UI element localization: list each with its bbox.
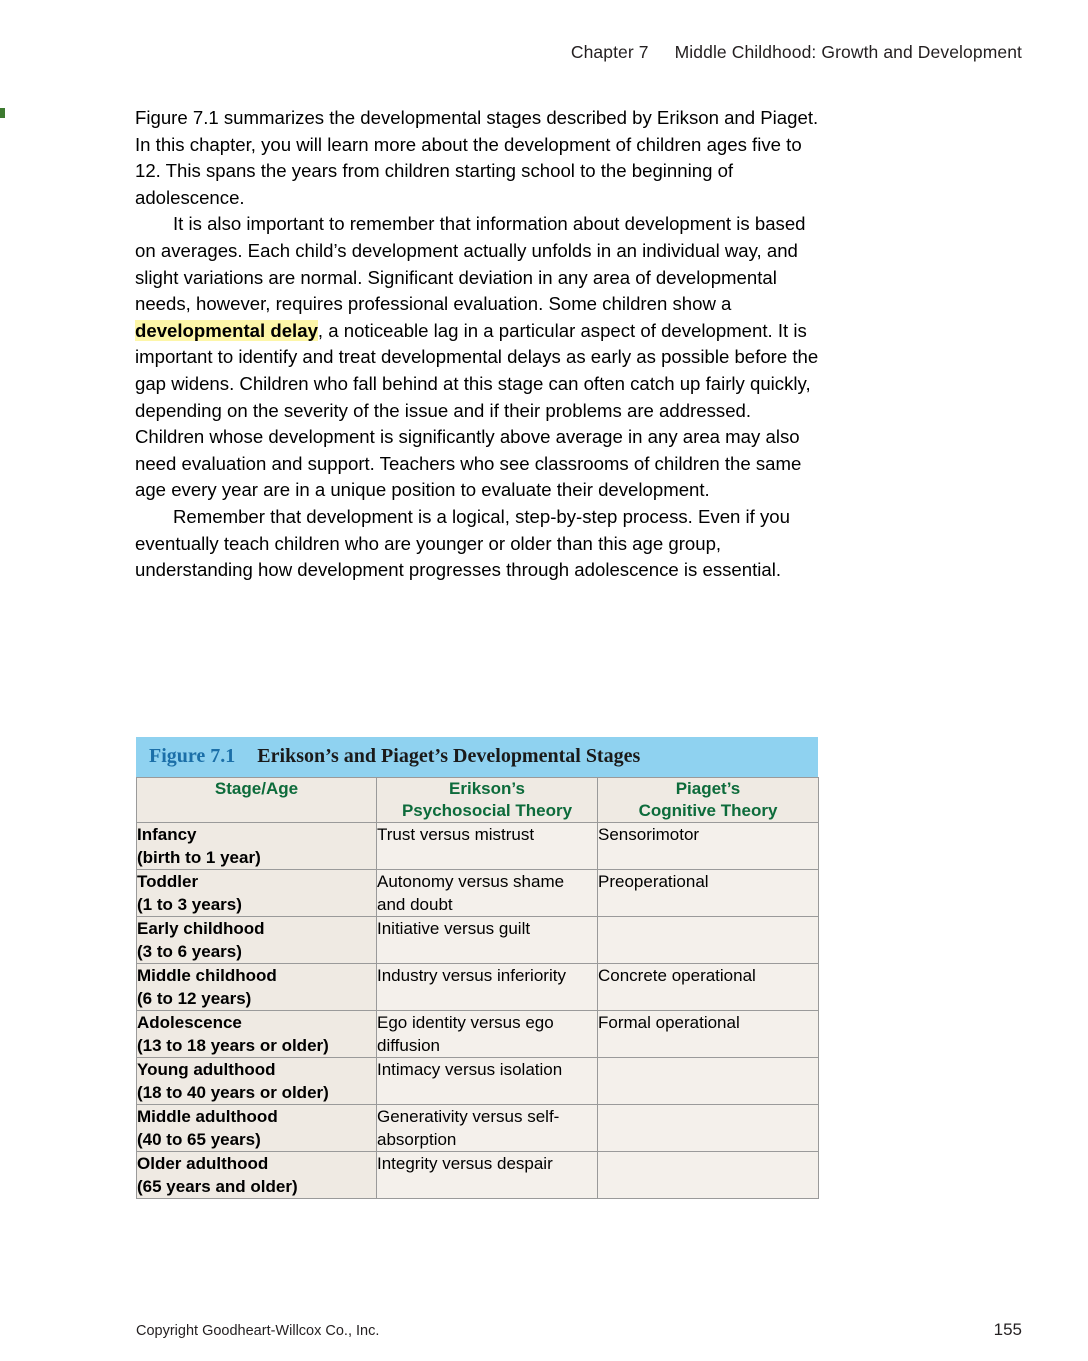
stage-name: Older adulthood [137,1154,269,1173]
page-number: 155 [993,1320,1022,1339]
table-row [137,1105,819,1152]
figure-7-1 [136,737,818,1199]
margin-tick-mark [0,108,5,118]
column-header-erikson-line2: Psychosocial Theory [401,801,573,820]
stage-age: (18 to 40 years or older) [137,1083,329,1102]
column-header-stage-age [137,778,377,823]
stage-age: (65 years and older) [137,1177,298,1196]
column-header-piaget-line1: Piaget’s [675,779,741,798]
stage-age: (6 to 12 years) [137,989,252,1008]
stage-name: Adolescence [137,1013,242,1032]
running-head [571,42,1022,63]
table-row [137,964,819,1011]
cell-erikson: Initiative versus guilt [377,917,598,964]
table-row [137,917,819,964]
stage-age: (13 to 18 years or older) [137,1036,329,1055]
figure-title-bar [136,737,818,777]
cell-piaget [598,1152,819,1199]
column-header-erikson-line1: Erikson’s [449,779,525,798]
stage-name: Middle childhood [137,966,277,985]
cell-stage [137,1011,377,1058]
cell-stage [137,1105,377,1152]
paragraph-2-text-before-term: It is also important to remember that information about development is based on averages. Each child’s development actually unfolds in an individual way, and slight variations are normal. Significant deviation in any area of developmental needs, however, requires professional evaluation. Some children show a [135,213,806,315]
table-row [137,1011,819,1058]
table-row [137,1152,819,1199]
body-text-column [135,105,823,584]
column-header-piaget [598,778,819,823]
figure-table [136,777,819,1199]
stage-name: Early childhood [137,919,265,938]
stage-age: (3 to 6 years) [137,942,242,961]
table-row [137,1058,819,1105]
cell-stage [137,917,377,964]
stage-name: Infancy [137,825,197,844]
paragraph-1: Figure 7.1 summarizes the developmental stages described by Erikson and Piaget. In this chapter, you will learn more about the development of children ages five to 12. This spans the years from children starting school to the beginning of adolescence. [135,107,819,208]
cell-piaget [598,1058,819,1105]
stage-name: Young adulthood [137,1060,276,1079]
key-term-developmental-delay: developmental delay [135,319,318,341]
chapter-title: Middle Childhood: Growth and Development [674,42,1022,62]
cell-piaget: Concrete operational [598,964,819,1011]
cell-piaget: Sensorimotor [598,823,819,870]
cell-stage [137,1152,377,1199]
cell-erikson: Intimacy versus isolation [377,1058,598,1105]
figure-label: Figure 7.1 [149,745,236,767]
cell-erikson: Trust versus mistrust [377,823,598,870]
column-header-piaget-line2: Cognitive Theory [638,801,778,820]
cell-erikson: Integrity versus despair [377,1152,598,1199]
copyright-notice: Copyright Goodheart-Willcox Co., Inc. [136,1323,380,1339]
paragraph-2 [135,211,823,504]
column-header-stage-age-line1: Stage/Age [214,779,299,798]
cell-piaget: Formal operational [598,1011,819,1058]
cell-stage [137,964,377,1011]
cell-erikson: Generativity versus self-absorption [377,1105,598,1152]
cell-stage [137,823,377,870]
stage-age: (birth to 1 year) [137,848,261,867]
stage-name: Middle adulthood [137,1107,278,1126]
stage-age: (40 to 65 years) [137,1130,261,1149]
table-row [137,870,819,917]
paragraph-2-text-after-term: , a noticeable lag in a particular aspect of development. It is important to identify and treat developmental delays as early as possible before the gap widens. Children who fall behind at this stage can often catch up fairly quickly, depending on the severity of the issue and if their problems are addressed. Children whose development is significantly above average in any area may also need evaluation and support. Teachers who see classrooms of children the same age every year are in a unique position to evaluate their development. [135,319,819,501]
chapter-number: Chapter 7 [570,42,649,62]
column-header-erikson [377,778,598,823]
table-row [137,823,819,870]
table-header-row [137,778,819,823]
cell-erikson: Autonomy versus shame and doubt [377,870,598,917]
cell-stage [137,1058,377,1105]
cell-piaget [598,917,819,964]
cell-piaget: Preoperational [598,870,819,917]
stage-age: (1 to 3 years) [137,895,242,914]
cell-erikson: Industry versus inferiority [377,964,598,1011]
cell-erikson: Ego identity versus ego diffusion [377,1011,598,1058]
cell-stage [137,870,377,917]
paragraph-3: Remember that development is a logical, step-by-step process. Even if you eventually teach children who are younger or older than this age group, understanding how development progresses through adolescence is essential. [135,505,790,581]
figure-title: Erikson’s and Piaget’s Developmental Stages [257,745,641,767]
cell-piaget [598,1105,819,1152]
stage-name: Toddler [137,872,199,891]
